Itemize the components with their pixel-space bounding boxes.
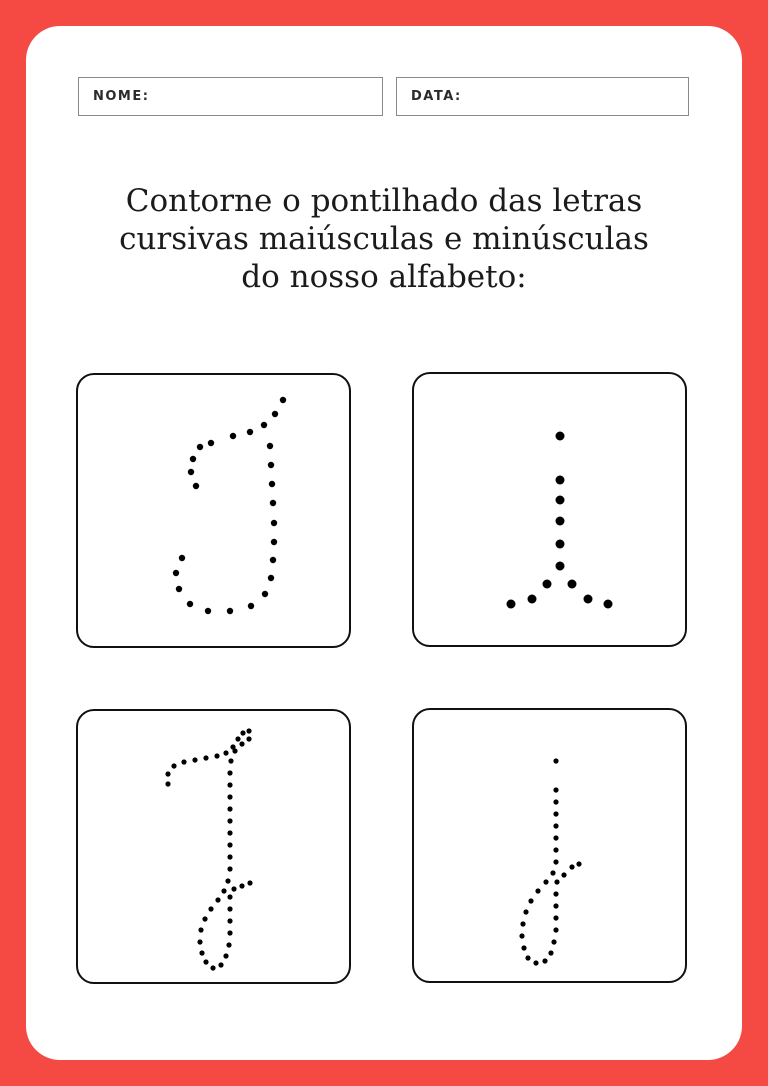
instructions-text xyxy=(26,182,742,296)
tracing-card-uppercase-i[interactable] xyxy=(76,373,351,648)
tracing-card-cursive-uppercase-i[interactable] xyxy=(76,709,351,984)
dotted-letter-cursive-lowercase-i xyxy=(414,710,685,981)
instructions-line-2: cursivas maiúsculas e minúsculas xyxy=(119,221,649,257)
tracing-card-cursive-lowercase-i[interactable] xyxy=(412,708,687,983)
dotted-letter-lowercase-i xyxy=(414,374,685,645)
name-label: NOME: xyxy=(93,89,150,104)
dotted-letter-uppercase-i xyxy=(78,375,349,646)
tracing-card-lowercase-i[interactable] xyxy=(412,372,687,647)
instructions-line-1: Contorne o pontilhado das letras xyxy=(125,183,643,219)
date-label: DATA: xyxy=(411,89,462,104)
instructions-line-3: do nosso alfabeto: xyxy=(241,259,527,295)
date-field[interactable] xyxy=(396,77,689,116)
worksheet xyxy=(26,26,742,1060)
name-field[interactable] xyxy=(78,77,383,116)
dotted-letter-cursive-uppercase-i xyxy=(78,711,349,982)
